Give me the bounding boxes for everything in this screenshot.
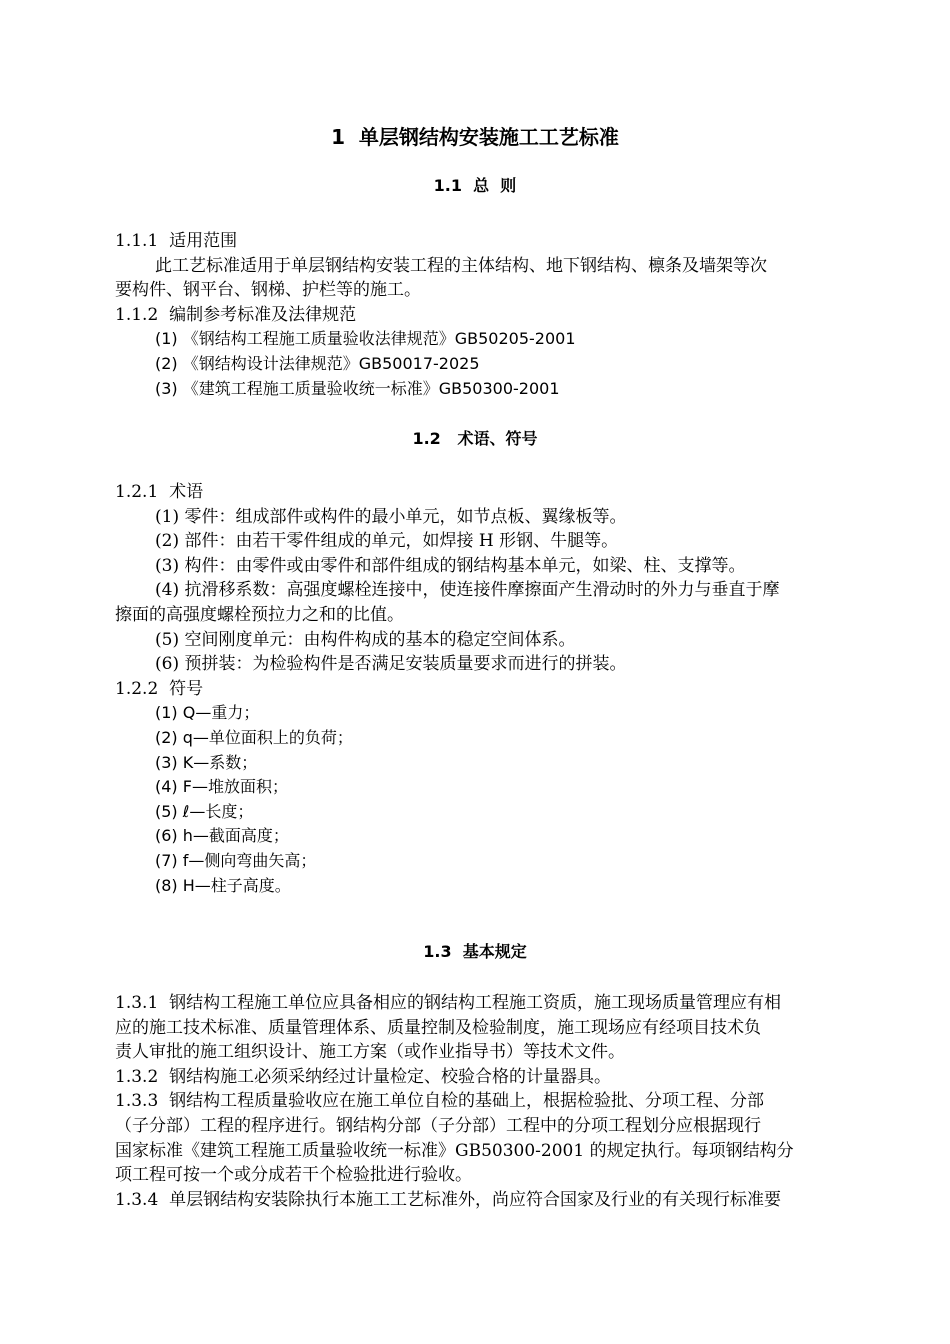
subsection-1-2-2-title: 1.2.2 符号 <box>115 678 204 699</box>
subsection-1-2-1-title: 1.2.1 术语 <box>115 482 204 502</box>
paragraph-line: 1.3.2 钢结构施工必须采纳经过计量检定、校验合格的计量器具。 <box>115 1066 612 1087</box>
subsection-1-1-2-title: 1.1.2 编制参考标准及法律规范 <box>115 304 357 325</box>
term-item: (1) 零件：组成部件或构件的最小单元，如节点板、翼缘板等。 <box>155 506 627 527</box>
document-title: 1 单层钢结构安装施工工艺标准 <box>331 125 619 149</box>
symbol-item: (7) f—侧向弯曲矢高； <box>155 850 317 870</box>
symbol-item: (2) q—单位面积上的负荷； <box>155 727 353 747</box>
paragraph-line: （子分部）工程的程序进行。钢结构分部（子分部）工程中的分项工程划分应根据现行 <box>115 1115 761 1136</box>
paragraph-line: 1.3.1 钢结构工程施工单位应具备相应的钢结构工程施工资质，施工现场质量管理应有相 <box>115 993 782 1013</box>
reference-item: (2) 《钢结构设计法律规范》GB50017-2025 <box>155 353 480 373</box>
term-item: (4) 抗滑移系数：高强度螺栓连接中，使连接件摩擦面产生滑动时的外力与垂直于摩 <box>155 580 780 601</box>
section-1-1-heading: 1.1 总 则 <box>433 176 517 195</box>
term-item: (6) 预拼装：为检验构件是否满足安装质量要求而进行的拼装。 <box>155 654 627 675</box>
paragraph-line: 项工程可按一个或分成若干个检验批进行验收。 <box>115 1165 472 1186</box>
symbol-item: (8) H—柱子高度。 <box>155 875 291 895</box>
paragraph-line: 1.3.4 单层钢结构安装除执行本施工工艺标准外，尚应符合国家及行业的有关现行标准要 <box>115 1189 782 1210</box>
section-1-2-heading: 1.2 术语、符号 <box>412 429 538 448</box>
paragraph-line: 此工艺标准适用于单层钢结构安装工程的主体结构、地下钢结构、檩条及墙架等次 <box>155 255 767 276</box>
reference-item: (3) 《建筑工程施工质量验收统一标准》GB50300-2001 <box>155 378 560 398</box>
reference-item: (1) 《钢结构工程施工质量验收法律规范》GB50205-2001 <box>155 329 576 349</box>
term-item: (5) 空间刚度单元：由构件构成的基本的稳定空间体系。 <box>155 629 576 650</box>
symbol-item: (5) ℓ—长度； <box>155 801 254 821</box>
section-1-2-body <box>115 480 855 898</box>
paragraph-line: 1.3.3 钢结构工程质量验收应在施工单位自检的基础上，根据检验批、分项工程、分部 <box>115 1091 765 1112</box>
section-1-1-body <box>115 229 855 401</box>
symbol-item: (6) h—截面高度； <box>155 826 289 846</box>
term-item: (3) 构件：由零件或由零件和部件组成的钢结构基本单元，如梁、柱、支撑等。 <box>155 555 746 576</box>
section-1-3-heading: 1.3 基本规定 <box>423 942 527 961</box>
paragraph-line: 国家标准《建筑工程施工质量验收统一标准》GB50300-2001 的规定执行。每项钢结构分 <box>115 1140 794 1161</box>
symbol-item: (4) F—堆放面积； <box>155 777 288 797</box>
paragraph-line: 责人审批的施工组织设计、施工方案（或作业指导书）等技术文件。 <box>115 1042 625 1063</box>
term-item: (2) 部件：由若干零件组成的单元，如焊接 H 形钢、牛腿等。 <box>155 531 619 552</box>
term-item-continuation: 擦面的高强度螺栓预拉力之和的比值。 <box>115 604 404 625</box>
section-1-3-body <box>115 991 855 1212</box>
paragraph-line: 应的施工技术标准、质量管理体系、质量控制及检验制度，施工现场应有经项目技术负 <box>115 1017 761 1038</box>
paragraph-line: 要构件、钢平台、钢梯、护栏等的施工。 <box>115 280 421 301</box>
symbol-item: (3) K—系数； <box>155 752 258 772</box>
subsection-1-1-1-title: 1.1.1 适用范围 <box>115 231 238 251</box>
symbol-item: (1) Q—重力； <box>155 703 260 723</box>
